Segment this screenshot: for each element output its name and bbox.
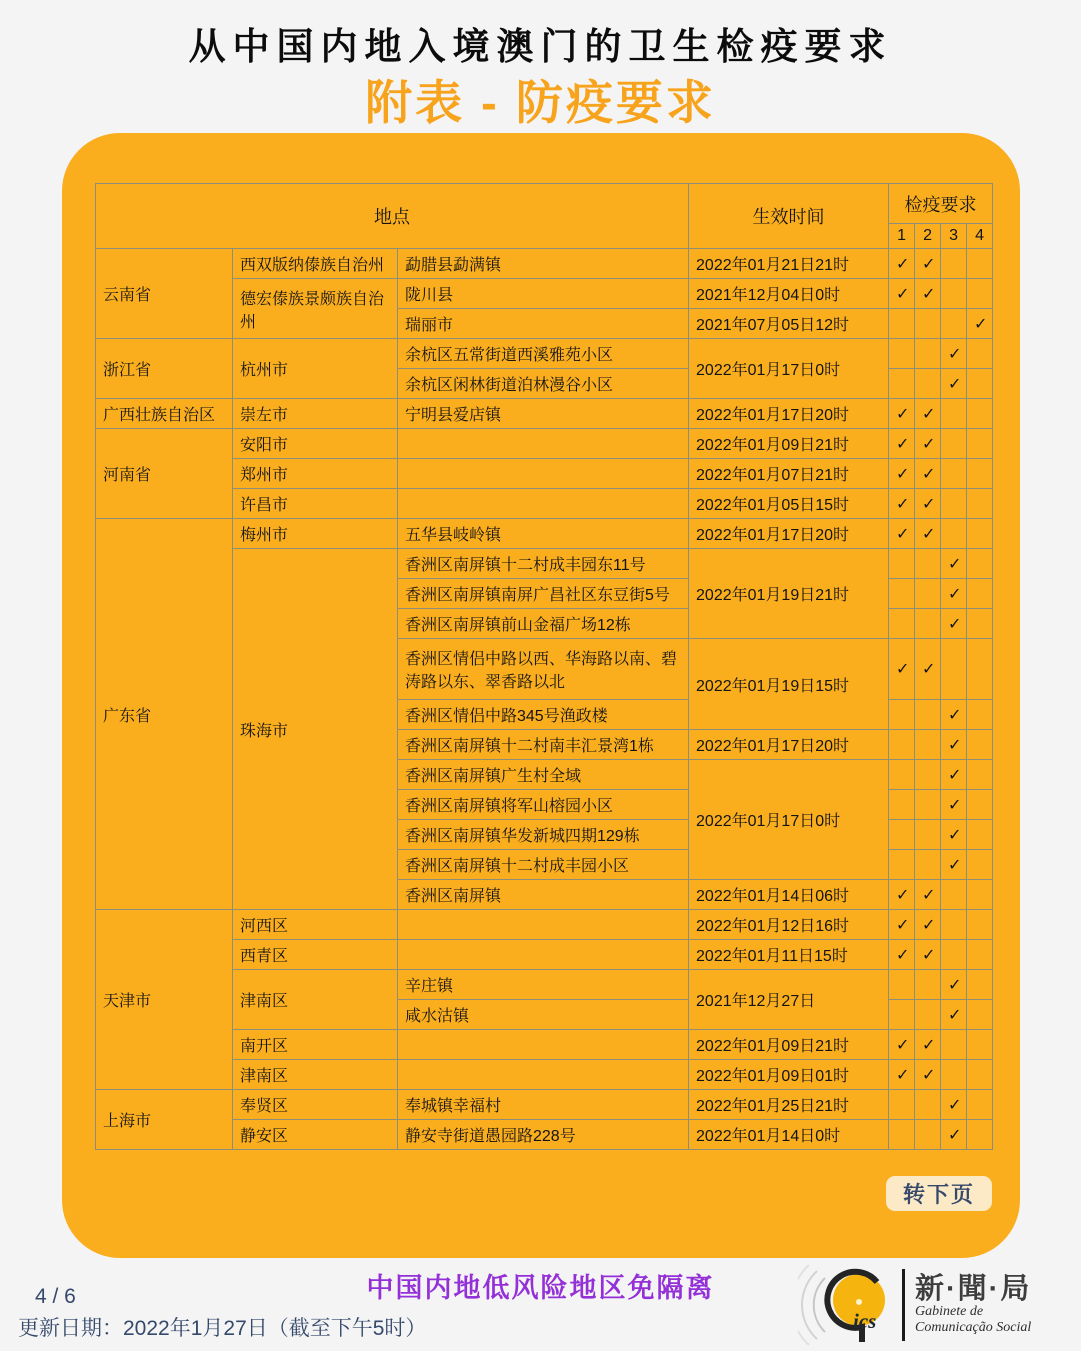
cell-check-3 <box>941 940 967 970</box>
cell-check-2: ✓ <box>915 429 941 459</box>
cell-check-4 <box>967 910 993 940</box>
cell-check-2: ✓ <box>915 639 941 700</box>
cell-check-4 <box>967 850 993 880</box>
cell-check-4 <box>967 549 993 579</box>
cell-check-1 <box>889 369 915 399</box>
page-title: 从中国内地入境澳门的卫生检疫要求 <box>188 26 893 67</box>
cell-check-2 <box>915 790 941 820</box>
table-row <box>96 429 993 459</box>
table-body <box>96 249 993 1150</box>
cell-check-3 <box>941 910 967 940</box>
cell-detail <box>398 1060 689 1090</box>
cell-check-1 <box>889 1000 915 1030</box>
cell-check-4 <box>967 279 993 309</box>
cell-check-2: ✓ <box>915 519 941 549</box>
cell-detail: 宁明县爱店镇 <box>398 399 689 429</box>
cell-date: 2022年01月07日21时 <box>689 459 889 489</box>
cell-check-3 <box>941 429 967 459</box>
cell-check-2: ✓ <box>915 1060 941 1090</box>
cell-check-3: ✓ <box>941 730 967 760</box>
cell-check-1 <box>889 549 915 579</box>
cell-city: 南开区 <box>233 1030 398 1060</box>
cell-check-2 <box>915 579 941 609</box>
cell-detail: 香洲区情侣中路345号渔政楼 <box>398 700 689 730</box>
cell-check-4 <box>967 519 993 549</box>
cell-date: 2022年01月17日0时 <box>689 760 889 880</box>
cell-check-2 <box>915 309 941 339</box>
cell-detail: 余杭区闲林街道泊林漫谷小区 <box>398 369 689 399</box>
cell-detail: 香洲区南屏镇将军山榕园小区 <box>398 790 689 820</box>
cell-detail: 辛庄镇 <box>398 970 689 1000</box>
cell-date: 2022年01月17日0时 <box>689 339 889 399</box>
cell-date: 2022年01月21日21时 <box>689 249 889 279</box>
cell-check-2 <box>915 369 941 399</box>
cell-check-1 <box>889 850 915 880</box>
cell-check-4 <box>967 880 993 910</box>
col-header-req-3: 3 <box>941 224 967 249</box>
cell-check-2 <box>915 1000 941 1030</box>
table-row <box>96 910 993 940</box>
cell-check-4 <box>967 760 993 790</box>
content-card <box>62 133 1020 1258</box>
cell-check-2 <box>915 970 941 1000</box>
cell-date: 2022年01月25日21时 <box>689 1090 889 1120</box>
cell-check-2 <box>915 850 941 880</box>
cell-province: 广西壮族自治区 <box>96 399 233 429</box>
page-indicator: 4 / 6 <box>35 1285 76 1308</box>
cell-check-4 <box>967 790 993 820</box>
cell-detail <box>398 940 689 970</box>
cell-check-4 <box>967 1060 993 1090</box>
cell-check-4 <box>967 369 993 399</box>
cell-check-3 <box>941 309 967 339</box>
cell-check-3 <box>941 489 967 519</box>
table-row <box>96 519 993 549</box>
cell-check-1 <box>889 790 915 820</box>
gcs-logo-icon <box>798 1262 898 1348</box>
cell-date: 2022年01月17日20时 <box>689 519 889 549</box>
cell-date: 2022年01月19日15时 <box>689 639 889 730</box>
cell-detail <box>398 910 689 940</box>
cell-city: 西双版纳傣族自治州 <box>233 249 398 279</box>
col-header-req-2: 2 <box>915 224 941 249</box>
cell-check-4 <box>967 429 993 459</box>
footer-note: 中国内地低风险地区免隔离 <box>366 1273 715 1303</box>
table-row <box>96 339 993 369</box>
cell-check-4 <box>967 249 993 279</box>
cell-check-1 <box>889 609 915 639</box>
cell-detail: 香洲区南屏镇十二村成丰园小区 <box>398 850 689 880</box>
cell-city: 奉贤区 <box>233 1090 398 1120</box>
cell-detail: 香洲区南屏镇十二村成丰园东11号 <box>398 549 689 579</box>
cell-check-2 <box>915 1120 941 1150</box>
cell-detail: 陇川县 <box>398 279 689 309</box>
gcs-logo <box>798 1262 1031 1348</box>
cell-province: 广东省 <box>96 519 233 910</box>
cell-date: 2021年12月04日0时 <box>689 279 889 309</box>
page-subtitle: 附表 - 防疫要求 <box>365 76 716 129</box>
cell-date: 2022年01月14日0时 <box>689 1120 889 1150</box>
cell-detail: 香洲区南屏镇 <box>398 880 689 910</box>
cell-check-1 <box>889 1090 915 1120</box>
cell-date: 2022年01月14日06时 <box>689 880 889 910</box>
cell-city: 杭州市 <box>233 339 398 399</box>
cell-check-2: ✓ <box>915 279 941 309</box>
cell-check-1: ✓ <box>889 880 915 910</box>
cell-check-2 <box>915 549 941 579</box>
cell-province: 云南省 <box>96 249 233 339</box>
cell-check-1 <box>889 579 915 609</box>
cell-city: 河西区 <box>233 910 398 940</box>
cell-check-2 <box>915 1090 941 1120</box>
cell-check-4 <box>967 639 993 700</box>
cell-check-1: ✓ <box>889 489 915 519</box>
cell-check-2: ✓ <box>915 249 941 279</box>
cell-check-3: ✓ <box>941 1000 967 1030</box>
cell-check-1 <box>889 760 915 790</box>
table-row <box>96 249 993 279</box>
cell-detail: 勐腊县勐满镇 <box>398 249 689 279</box>
cell-check-3: ✓ <box>941 549 967 579</box>
cell-check-1 <box>889 970 915 1000</box>
cell-detail: 奉城镇幸福村 <box>398 1090 689 1120</box>
cell-check-4 <box>967 700 993 730</box>
cell-city: 梅州市 <box>233 519 398 549</box>
cell-city: 许昌市 <box>233 489 398 519</box>
cell-check-3: ✓ <box>941 1090 967 1120</box>
quarantine-table <box>95 183 993 1150</box>
cell-detail: 香洲区情侣中路以西、华海路以南、碧涛路以东、翠香路以北 <box>398 639 689 700</box>
cell-detail <box>398 489 689 519</box>
cell-check-2: ✓ <box>915 459 941 489</box>
cell-date: 2022年01月09日01时 <box>689 1060 889 1090</box>
cell-date: 2022年01月17日20时 <box>689 399 889 429</box>
cell-check-4 <box>967 730 993 760</box>
cell-check-4: ✓ <box>967 309 993 339</box>
cell-check-4 <box>967 339 993 369</box>
col-header-req-4: 4 <box>967 224 993 249</box>
cell-check-2 <box>915 700 941 730</box>
cell-province: 上海市 <box>96 1090 233 1150</box>
cell-check-3: ✓ <box>941 820 967 850</box>
cell-city: 静安区 <box>233 1120 398 1150</box>
cell-check-1: ✓ <box>889 940 915 970</box>
cell-check-2 <box>915 820 941 850</box>
cell-check-1 <box>889 730 915 760</box>
cell-check-4 <box>967 399 993 429</box>
cell-detail <box>398 1030 689 1060</box>
cell-province: 浙江省 <box>96 339 233 399</box>
cell-province: 河南省 <box>96 429 233 519</box>
cell-check-3 <box>941 519 967 549</box>
cell-date: 2022年01月05日15时 <box>689 489 889 519</box>
cell-city: 珠海市 <box>233 549 398 910</box>
cell-check-1: ✓ <box>889 639 915 700</box>
cell-detail <box>398 459 689 489</box>
cell-check-3: ✓ <box>941 760 967 790</box>
cell-detail: 香洲区南屏镇华发新城四期129栋 <box>398 820 689 850</box>
cell-check-1 <box>889 339 915 369</box>
cell-check-1 <box>889 1120 915 1150</box>
cell-check-1: ✓ <box>889 519 915 549</box>
cell-check-2: ✓ <box>915 399 941 429</box>
cell-check-3 <box>941 1030 967 1060</box>
cell-check-1: ✓ <box>889 910 915 940</box>
cell-check-3: ✓ <box>941 700 967 730</box>
cell-province: 天津市 <box>96 910 233 1090</box>
cell-check-3 <box>941 639 967 700</box>
table-row <box>96 1090 993 1120</box>
cell-check-1: ✓ <box>889 249 915 279</box>
cell-date: 2022年01月11日15时 <box>689 940 889 970</box>
cell-check-2 <box>915 760 941 790</box>
cell-check-1 <box>889 309 915 339</box>
cell-check-1: ✓ <box>889 429 915 459</box>
cell-check-3: ✓ <box>941 1120 967 1150</box>
cell-detail: 五华县岐岭镇 <box>398 519 689 549</box>
table-header <box>96 184 993 249</box>
logo-name-pt-1: Gabinete de <box>915 1304 984 1320</box>
cell-detail: 香洲区南屏镇南屏广昌社区东豆街5号 <box>398 579 689 609</box>
cell-date: 2021年07月05日12时 <box>689 309 889 339</box>
cell-check-2: ✓ <box>915 910 941 940</box>
col-header-effective-time: 生效时间 <box>689 184 889 249</box>
cell-city: 郑州市 <box>233 459 398 489</box>
cell-check-1: ✓ <box>889 459 915 489</box>
cell-check-1 <box>889 700 915 730</box>
cell-city: 津南区 <box>233 1060 398 1090</box>
cell-detail: 香洲区南屏镇广生村全域 <box>398 760 689 790</box>
cell-check-3 <box>941 279 967 309</box>
cell-city: 津南区 <box>233 970 398 1030</box>
cell-detail: 香洲区南屏镇前山金福广场12栋 <box>398 609 689 639</box>
cell-check-3 <box>941 880 967 910</box>
cell-detail: 瑞丽市 <box>398 309 689 339</box>
table-row <box>96 399 993 429</box>
cell-check-4 <box>967 970 993 1000</box>
cell-date: 2022年01月09日21时 <box>689 1030 889 1060</box>
col-header-quarantine-req: 检疫要求 <box>889 184 993 224</box>
cell-check-2 <box>915 730 941 760</box>
logo-name-pt-2: Comunicação Social <box>915 1320 1032 1336</box>
cell-check-3 <box>941 459 967 489</box>
cell-check-2: ✓ <box>915 489 941 519</box>
cell-check-3: ✓ <box>941 790 967 820</box>
cell-detail: 香洲区南屏镇十二村南丰汇景湾1栋 <box>398 730 689 760</box>
cell-detail: 静安寺街道愚园路228号 <box>398 1120 689 1150</box>
cell-date: 2022年01月17日20时 <box>689 730 889 760</box>
cell-check-3: ✓ <box>941 850 967 880</box>
cell-check-2 <box>915 609 941 639</box>
cell-date: 2022年01月12日16时 <box>689 910 889 940</box>
cell-check-3: ✓ <box>941 339 967 369</box>
cell-date: 2022年01月09日21时 <box>689 429 889 459</box>
cell-check-1: ✓ <box>889 279 915 309</box>
cell-check-3: ✓ <box>941 369 967 399</box>
cell-check-3 <box>941 399 967 429</box>
cell-check-3: ✓ <box>941 970 967 1000</box>
cell-check-4 <box>967 609 993 639</box>
cell-check-4 <box>967 1030 993 1060</box>
logo-divider <box>902 1269 905 1341</box>
cell-check-4 <box>967 1120 993 1150</box>
cell-detail: 余杭区五常街道西溪雅苑小区 <box>398 339 689 369</box>
cell-check-4 <box>967 489 993 519</box>
cell-check-4 <box>967 459 993 489</box>
cell-check-2: ✓ <box>915 1030 941 1060</box>
cell-check-2: ✓ <box>915 880 941 910</box>
update-date: 更新日期：2022年1月27日（截至下午5时） <box>18 1317 427 1340</box>
cell-date: 2021年12月27日 <box>689 970 889 1030</box>
cell-check-3: ✓ <box>941 609 967 639</box>
cell-check-4 <box>967 1000 993 1030</box>
cell-check-4 <box>967 820 993 850</box>
cell-check-4 <box>967 579 993 609</box>
cell-check-1: ✓ <box>889 1030 915 1060</box>
cell-check-3: ✓ <box>941 579 967 609</box>
next-page-button[interactable]: 转下页 <box>886 1176 992 1211</box>
svg-text:ics: ics <box>853 1309 877 1333</box>
col-header-req-1: 1 <box>889 224 915 249</box>
cell-check-1 <box>889 820 915 850</box>
col-header-location: 地点 <box>96 184 689 249</box>
cell-check-4 <box>967 1090 993 1120</box>
cell-check-3 <box>941 249 967 279</box>
cell-detail: 咸水沽镇 <box>398 1000 689 1030</box>
cell-check-2 <box>915 339 941 369</box>
cell-check-3 <box>941 1060 967 1090</box>
cell-check-1: ✓ <box>889 1060 915 1090</box>
cell-detail <box>398 429 689 459</box>
cell-city: 安阳市 <box>233 429 398 459</box>
cell-city: 德宏傣族景颇族自治州 <box>233 279 398 339</box>
cell-city: 崇左市 <box>233 399 398 429</box>
cell-date: 2022年01月19日21时 <box>689 549 889 639</box>
logo-name-cn: 新·聞·局 <box>915 1272 1032 1305</box>
cell-check-2: ✓ <box>915 940 941 970</box>
cell-city: 西青区 <box>233 940 398 970</box>
cell-check-1: ✓ <box>889 399 915 429</box>
cell-check-4 <box>967 940 993 970</box>
